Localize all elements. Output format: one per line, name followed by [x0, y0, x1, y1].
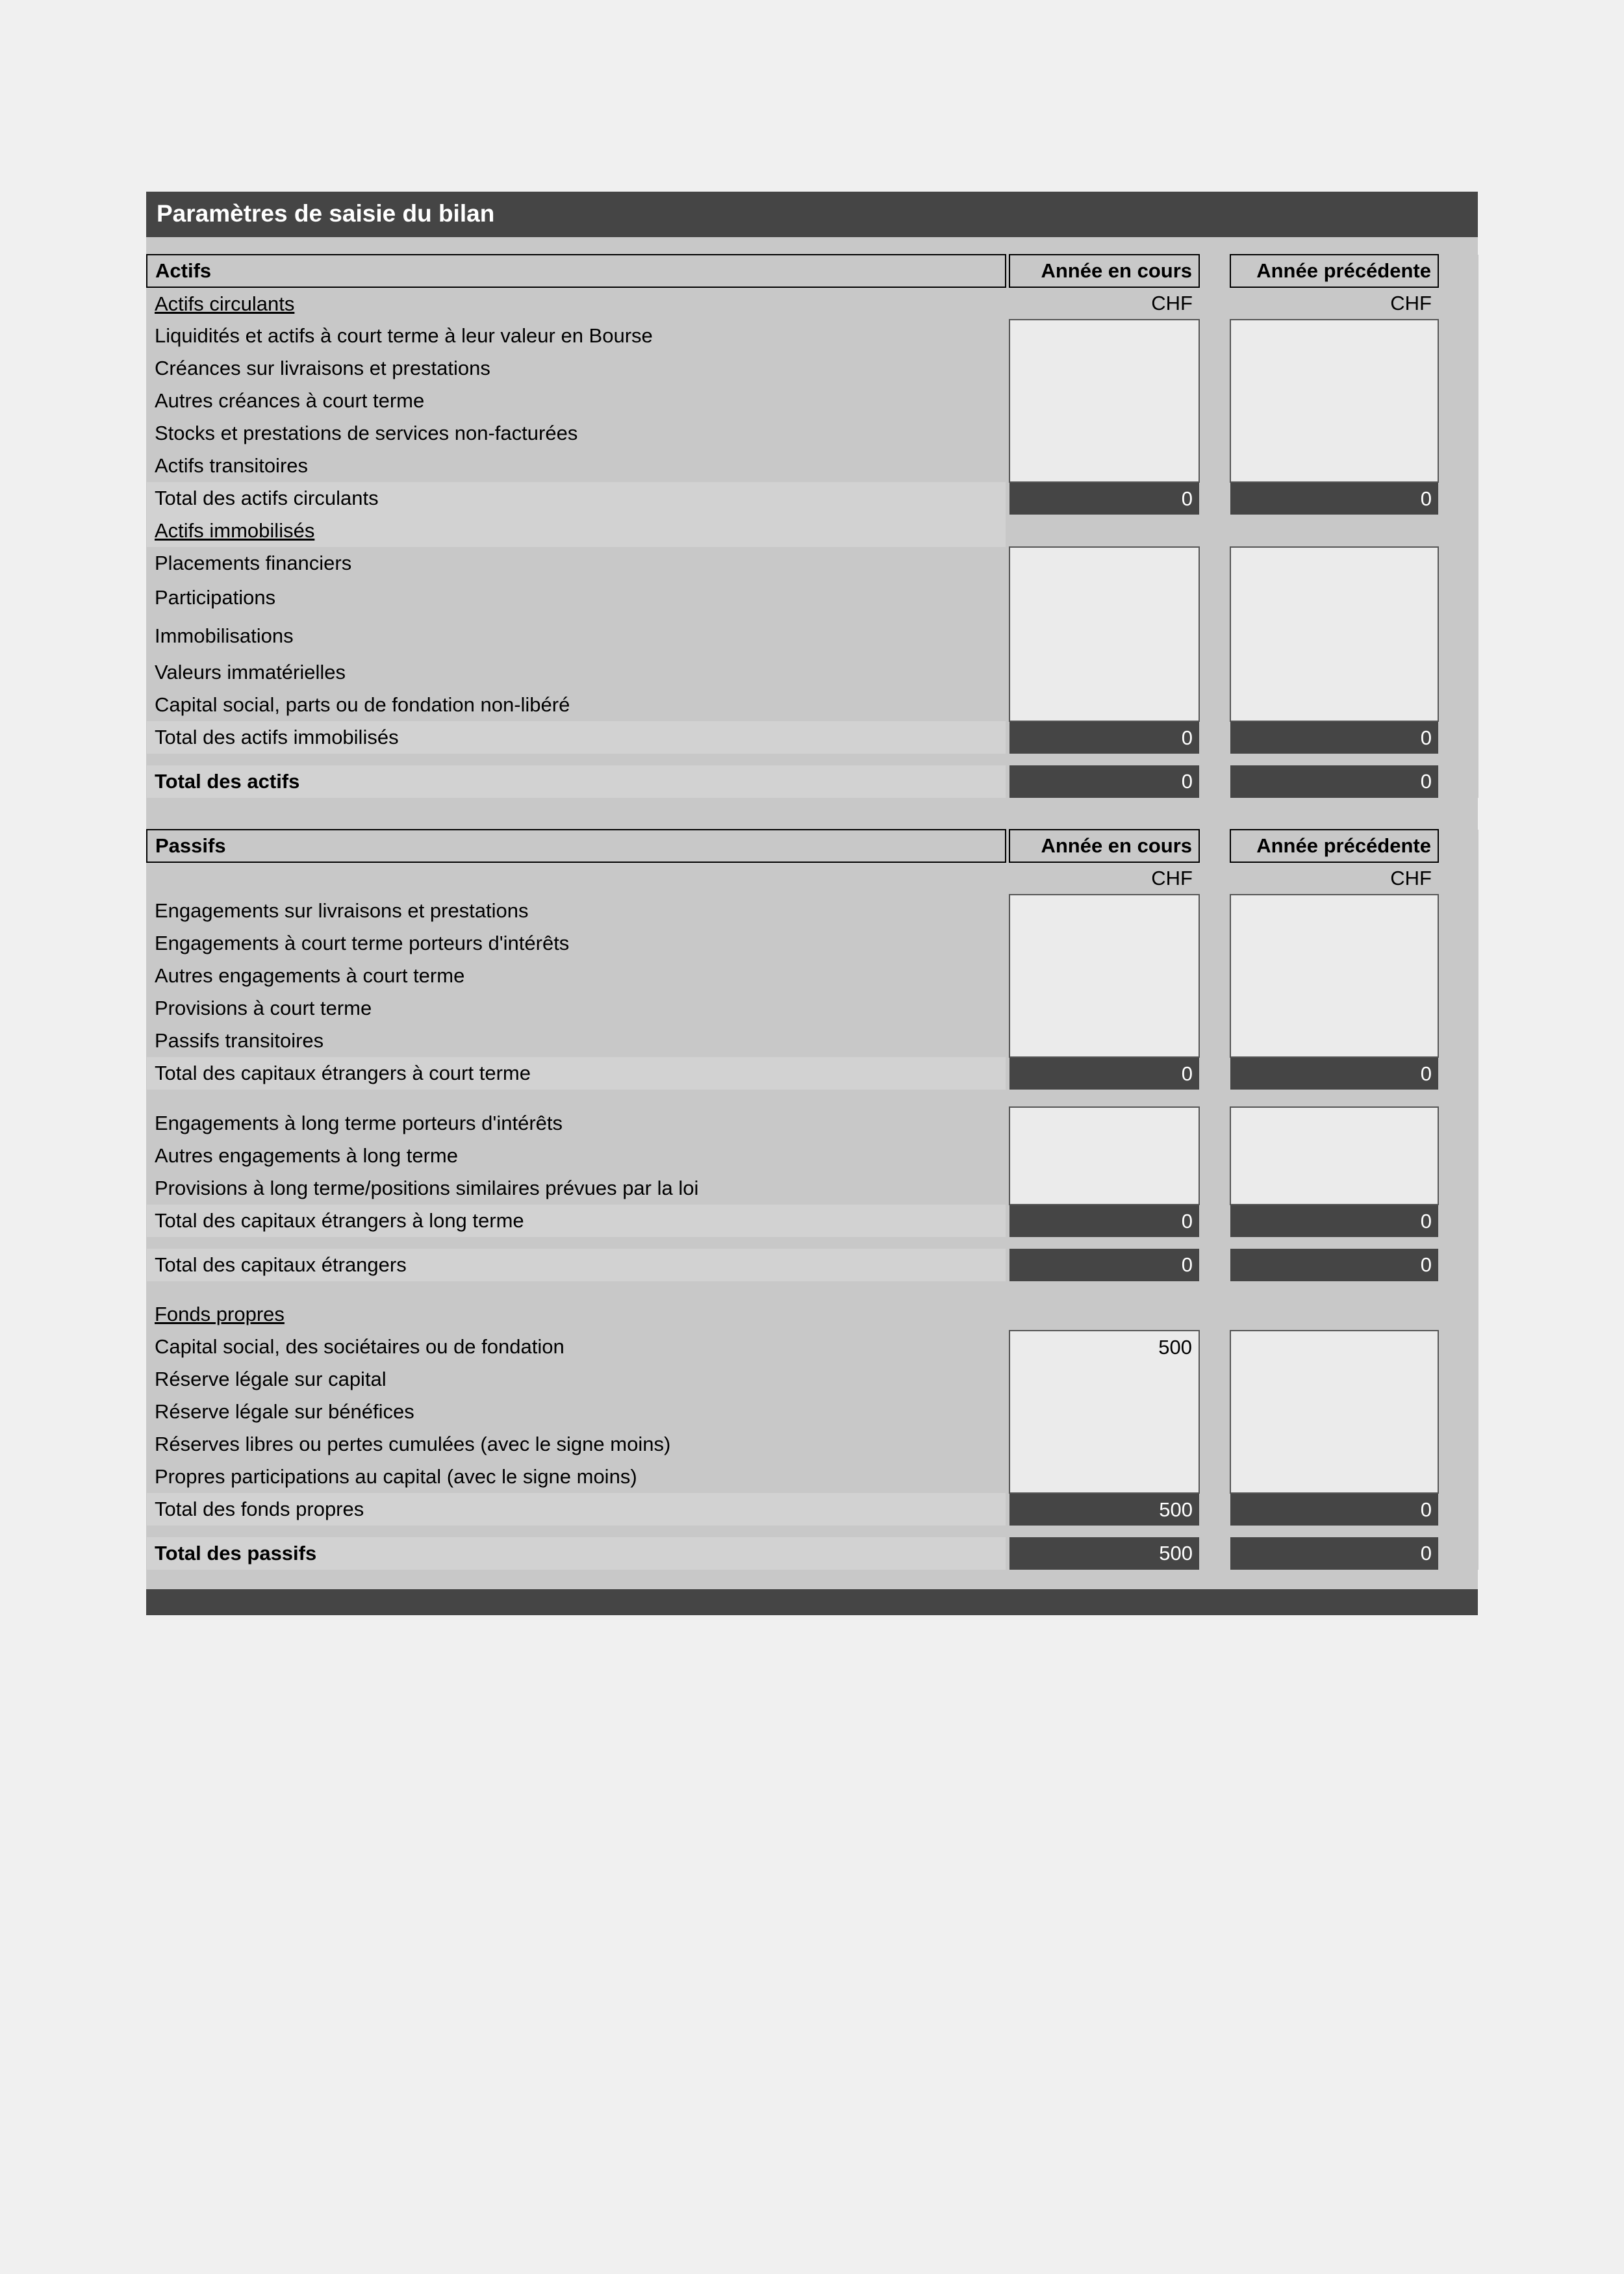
equity-input-current[interactable] — [1009, 1396, 1199, 1428]
equity-input-previous[interactable] — [1230, 1396, 1438, 1428]
liabilities-line-row — [147, 960, 1478, 992]
liabilities-line-label: Provisions à court terme — [155, 997, 372, 1019]
equity-line-row — [147, 1363, 1478, 1396]
gap-cell — [1438, 927, 1478, 960]
assets-total-label: Total des actifs immobilisés — [147, 721, 1006, 754]
spacer-row — [147, 1526, 1478, 1537]
assets-line-row — [147, 352, 1478, 385]
assets-header-row — [147, 255, 1478, 287]
gap-cell — [1199, 721, 1230, 754]
gap-cell — [1230, 515, 1438, 547]
gap-cell — [1438, 895, 1478, 927]
liabilities-table — [146, 829, 1478, 1570]
assets-line-label: Actifs transitoires — [155, 454, 309, 477]
gap-cell — [1009, 515, 1199, 547]
assets-current-year-header: Année en cours — [1009, 255, 1199, 287]
gap-cell — [1199, 615, 1230, 656]
gap-cell — [1199, 1331, 1230, 1363]
assets-line-label: Valeurs immatérielles — [155, 661, 346, 683]
gap-cell — [1199, 1428, 1230, 1461]
assets-input-current[interactable] — [1009, 580, 1199, 615]
liabilities-grand-total-label: Total des passifs — [147, 1537, 1006, 1570]
assets-input-previous[interactable] — [1230, 580, 1438, 615]
liabilities-header-row — [147, 830, 1478, 862]
equity-line-label: Réserve légale sur bénéfices — [155, 1400, 414, 1423]
currency-label-previous: CHF — [1230, 287, 1438, 320]
liabilities-input-previous[interactable] — [1230, 1140, 1438, 1172]
gap-cell — [1199, 960, 1230, 992]
liabilities-foreign-total-row — [147, 1249, 1478, 1281]
gap-cell — [1199, 352, 1230, 385]
liabilities-line-row — [147, 992, 1478, 1025]
equity-total-row — [147, 1493, 1478, 1526]
assets-section-label: Actifs — [147, 255, 1006, 287]
gap-cell — [1199, 895, 1230, 927]
liabilities-line-label: Engagements sur livraisons et prestations — [155, 899, 529, 922]
liabilities-currency-row — [147, 862, 1478, 895]
gap-cell — [1199, 580, 1230, 615]
assets-group-1-total-row — [147, 482, 1478, 515]
liabilities-total-label: Total des capitaux étrangers à court terme — [147, 1057, 1006, 1090]
assets-input-current[interactable] — [1009, 547, 1199, 580]
gap-cell — [1438, 515, 1478, 547]
assets-line-row — [147, 385, 1478, 417]
assets-total-previous: 0 — [1230, 721, 1438, 754]
gap-cell — [1199, 515, 1230, 547]
equity-total-label: Total des fonds propres — [147, 1493, 1006, 1526]
liabilities-input-current[interactable] — [1009, 895, 1199, 927]
assets-line-label: Autres créances à court terme — [155, 389, 425, 412]
liabilities-foreign-total-label: Total des capitaux étrangers — [147, 1249, 1006, 1281]
assets-input-current[interactable] — [1009, 656, 1199, 689]
equity-line-row — [147, 1428, 1478, 1461]
equity-input-current[interactable] — [1009, 1363, 1199, 1396]
gap-cell — [1199, 1249, 1230, 1281]
equity-input-previous[interactable] — [1230, 1428, 1438, 1461]
assets-grand-total-label: Total des actifs — [147, 765, 1006, 798]
gap-cell — [1199, 1172, 1230, 1205]
assets-input-previous[interactable] — [1230, 689, 1438, 721]
gap-cell — [1438, 765, 1478, 798]
equity-input-current[interactable]: 500 — [1009, 1331, 1199, 1363]
assets-total-current: 0 — [1009, 721, 1199, 754]
gap-cell — [1438, 547, 1478, 580]
equity-line-label: Propres participations au capital (avec le signe moins) — [155, 1465, 637, 1488]
liabilities-line-row — [147, 1172, 1478, 1205]
liabilities-input-previous[interactable] — [1230, 992, 1438, 1025]
gap-cell — [1199, 1107, 1230, 1140]
gap-cell — [1438, 960, 1478, 992]
gap-cell — [1438, 482, 1478, 515]
equity-line-label: Réserve légale sur capital — [155, 1368, 387, 1390]
assets-input-previous[interactable] — [1230, 450, 1438, 482]
liabilities-foreign-total-previous: 0 — [1230, 1249, 1438, 1281]
assets-table — [146, 254, 1478, 798]
gap-cell — [1438, 417, 1478, 450]
assets-group-label-circulants: Actifs circulants — [155, 292, 295, 315]
assets-line-row — [147, 547, 1478, 580]
liabilities-input-previous[interactable] — [1230, 1025, 1438, 1057]
gap-cell — [1438, 689, 1478, 721]
assets-input-previous[interactable] — [1230, 615, 1438, 656]
assets-input-current[interactable] — [1009, 450, 1199, 482]
assets-line-label: Immobilisations — [155, 624, 294, 647]
assets-input-previous[interactable] — [1230, 547, 1438, 580]
page-title: Paramètres de saisie du bilan — [146, 192, 1478, 237]
gap-cell — [1199, 1537, 1230, 1570]
liabilities-input-current[interactable] — [1009, 1107, 1199, 1140]
liabilities-grand-total-current: 500 — [1009, 1537, 1199, 1570]
spacer-row — [147, 754, 1478, 765]
gap-cell — [1438, 385, 1478, 417]
currency-label-current: CHF — [1009, 287, 1199, 320]
gap-cell — [1199, 1025, 1230, 1057]
gap-cell — [1438, 352, 1478, 385]
assets-line-row — [147, 417, 1478, 450]
assets-group-2-title-row — [147, 515, 1478, 547]
liabilities-input-current[interactable] — [1009, 960, 1199, 992]
gap-cell — [1438, 1057, 1478, 1090]
liabilities-input-current[interactable] — [1009, 1140, 1199, 1172]
gap-cell — [1199, 1205, 1230, 1237]
liabilities-line-row — [147, 927, 1478, 960]
gap-cell — [1199, 765, 1230, 798]
gap-cell — [1438, 1205, 1478, 1237]
liabilities-input-current[interactable] — [1009, 1172, 1199, 1205]
assets-group-1-title-row — [147, 287, 1478, 320]
gap-cell — [1438, 830, 1478, 862]
liabilities-input-previous[interactable] — [1230, 1107, 1438, 1140]
liabilities-input-previous[interactable] — [1230, 960, 1438, 992]
gap-cell — [1199, 689, 1230, 721]
gap-cell — [1009, 1298, 1199, 1331]
gap-cell — [1199, 287, 1230, 320]
assets-grand-total-row — [147, 765, 1478, 798]
spacer-row — [147, 1281, 1478, 1298]
liabilities-total-current: 0 — [1009, 1205, 1199, 1237]
assets-line-row — [147, 689, 1478, 721]
liabilities-previous-year-header: Année précédente — [1230, 830, 1438, 862]
equity-line-row — [147, 1331, 1478, 1363]
equity-input-previous[interactable] — [1230, 1331, 1438, 1363]
footer-bar — [146, 1589, 1478, 1615]
gap-cell — [1199, 1363, 1230, 1396]
gap-cell — [1199, 320, 1230, 352]
liabilities-input-current[interactable] — [1009, 992, 1199, 1025]
liabilities-line-label: Autres engagements à court terme — [155, 964, 465, 987]
liabilities-line-label: Engagements à long terme porteurs d'intérêts — [155, 1112, 563, 1134]
gap-cell — [1438, 1107, 1478, 1140]
gap-cell — [1438, 1140, 1478, 1172]
assets-input-current[interactable] — [1009, 352, 1199, 385]
gap-cell — [1199, 482, 1230, 515]
equity-group-title-row — [147, 1298, 1478, 1331]
liabilities-input-current[interactable] — [1009, 927, 1199, 960]
equity-input-previous[interactable] — [1230, 1461, 1438, 1493]
gap-cell — [1438, 1249, 1478, 1281]
gap-cell — [1438, 1537, 1478, 1570]
assets-line-label: Placements financiers — [155, 552, 352, 574]
assets-total-label: Total des actifs circulants — [147, 482, 1006, 515]
assets-grand-total-previous: 0 — [1230, 765, 1438, 798]
liabilities-input-previous[interactable] — [1230, 927, 1438, 960]
liabilities-total-current: 0 — [1009, 1057, 1199, 1090]
assets-input-current[interactable] — [1009, 689, 1199, 721]
balance-sheet — [146, 192, 1478, 1615]
assets-previous-year-header: Année précédente — [1230, 255, 1438, 287]
assets-input-current[interactable] — [1009, 615, 1199, 656]
gap-cell — [1199, 1140, 1230, 1172]
gap-cell — [1438, 862, 1478, 895]
equity-input-previous[interactable] — [1230, 1363, 1438, 1396]
gap-cell — [1438, 1298, 1478, 1331]
assets-line-row — [147, 580, 1478, 615]
gap-cell — [1199, 927, 1230, 960]
currency-label-current: CHF — [1009, 862, 1199, 895]
assets-line-label: Participations — [155, 585, 276, 609]
gap-cell — [1438, 1331, 1478, 1363]
equity-group-label: Fonds propres — [155, 1303, 285, 1325]
gap-cell — [147, 862, 1006, 895]
equity-input-current[interactable] — [1009, 1461, 1199, 1493]
equity-total-current: 500 — [1009, 1493, 1199, 1526]
liabilities-line-row — [147, 1140, 1478, 1172]
gap-cell — [1199, 1396, 1230, 1428]
assets-input-previous[interactable] — [1230, 385, 1438, 417]
gap-cell — [1199, 385, 1230, 417]
gap-cell — [1199, 1057, 1230, 1090]
equity-line-row — [147, 1396, 1478, 1428]
equity-line-label: Réserves libres ou pertes cumulées (avec le signe moins) — [155, 1433, 671, 1455]
assets-group-2-total-row — [147, 721, 1478, 754]
liabilities-line-row — [147, 1025, 1478, 1057]
gap-cell — [1199, 1461, 1230, 1493]
assets-input-previous[interactable] — [1230, 417, 1438, 450]
gap-cell — [1199, 1493, 1230, 1526]
spacer-row — [147, 1237, 1478, 1249]
gap-cell — [1438, 1493, 1478, 1526]
liabilities-foreign-total-current: 0 — [1009, 1249, 1199, 1281]
liabilities-line-label: Passifs transitoires — [155, 1029, 324, 1052]
equity-input-current[interactable] — [1009, 1428, 1199, 1461]
gap-cell — [1199, 417, 1230, 450]
liabilities-input-previous[interactable] — [1230, 895, 1438, 927]
gap-cell — [1438, 1396, 1478, 1428]
liabilities-group-2-total-row — [147, 1205, 1478, 1237]
liabilities-input-previous[interactable] — [1230, 1172, 1438, 1205]
liabilities-input-current[interactable] — [1009, 1025, 1199, 1057]
liabilities-current-year-header: Année en cours — [1009, 830, 1199, 862]
gap-cell — [1438, 1428, 1478, 1461]
assets-input-previous[interactable] — [1230, 352, 1438, 385]
assets-line-label: Stocks et prestations de services non-facturées — [155, 422, 578, 444]
assets-line-label: Liquidités et actifs à court terme à leur valeur en Bourse — [155, 324, 653, 347]
gap-cell — [1230, 1298, 1438, 1331]
gap-cell — [1438, 255, 1478, 287]
liabilities-line-label: Provisions à long terme/positions similaires prévues par la loi — [155, 1177, 699, 1199]
assets-group-label-immobilises: Actifs immobilisés — [147, 515, 1006, 547]
gap-cell — [1438, 450, 1478, 482]
gap-cell — [1199, 450, 1230, 482]
gap-cell — [1199, 992, 1230, 1025]
gap-cell — [1438, 992, 1478, 1025]
assets-input-current[interactable] — [1009, 320, 1199, 352]
title-spacer — [146, 237, 1478, 254]
assets-line-row — [147, 320, 1478, 352]
gap-cell — [1438, 1461, 1478, 1493]
gap-cell — [1438, 1172, 1478, 1205]
assets-input-previous[interactable] — [1230, 656, 1438, 689]
section-separator — [146, 798, 1478, 829]
assets-line-label: Créances sur livraisons et prestations — [155, 357, 490, 379]
assets-total-previous: 0 — [1230, 482, 1438, 515]
assets-line-row — [147, 615, 1478, 656]
assets-line-row — [147, 450, 1478, 482]
gap-cell — [1199, 547, 1230, 580]
gap-cell — [1438, 287, 1478, 320]
gap-cell — [1199, 656, 1230, 689]
gap-cell — [1438, 580, 1478, 615]
currency-label-previous: CHF — [1230, 862, 1438, 895]
assets-input-current[interactable] — [1009, 385, 1199, 417]
liabilities-group-1-total-row — [147, 1057, 1478, 1090]
assets-line-label: Capital social, parts ou de fondation non-libéré — [155, 693, 570, 716]
liabilities-line-label: Engagements à court terme porteurs d'intérêts — [155, 932, 570, 954]
equity-line-label: Capital social, des sociétaires ou de fondation — [155, 1335, 565, 1358]
gap-cell — [1438, 615, 1478, 656]
liabilities-total-previous: 0 — [1230, 1205, 1438, 1237]
assets-total-current: 0 — [1009, 482, 1199, 515]
liabilities-grand-total-row — [147, 1537, 1478, 1570]
liabilities-line-row — [147, 1107, 1478, 1140]
assets-input-current[interactable] — [1009, 417, 1199, 450]
gap-cell — [1199, 255, 1230, 287]
liabilities-grand-total-previous: 0 — [1230, 1537, 1438, 1570]
assets-line-row — [147, 656, 1478, 689]
assets-input-previous[interactable] — [1230, 320, 1438, 352]
gap-cell — [1438, 320, 1478, 352]
liabilities-total-previous: 0 — [1230, 1057, 1438, 1090]
equity-line-row — [147, 1461, 1478, 1493]
liabilities-total-label: Total des capitaux étrangers à long terme — [147, 1205, 1006, 1237]
gap-cell — [1199, 830, 1230, 862]
gap-cell — [1199, 1298, 1230, 1331]
gap-cell — [1438, 721, 1478, 754]
gap-cell — [1438, 1363, 1478, 1396]
spacer-row — [147, 1090, 1478, 1107]
gap-cell — [1438, 656, 1478, 689]
liabilities-line-row — [147, 895, 1478, 927]
gap-cell — [1438, 1025, 1478, 1057]
liabilities-section-label: Passifs — [147, 830, 1006, 862]
equity-total-previous: 0 — [1230, 1493, 1438, 1526]
liabilities-line-label: Autres engagements à long terme — [155, 1144, 458, 1167]
assets-grand-total-current: 0 — [1009, 765, 1199, 798]
gap-cell — [1199, 862, 1230, 895]
